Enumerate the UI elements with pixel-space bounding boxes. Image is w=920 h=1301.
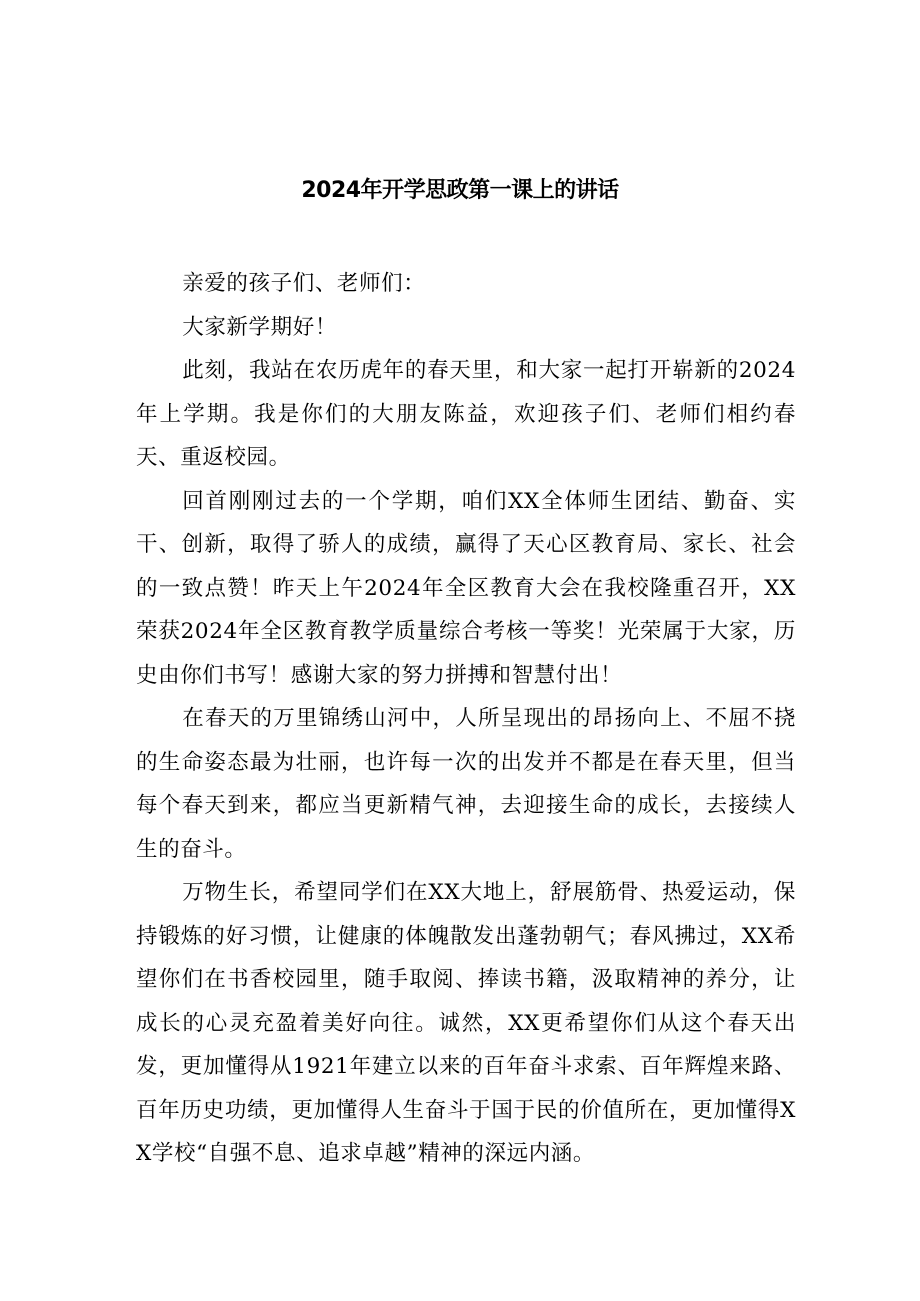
document-title: 2024年开学思政第一课上的讲话 — [301, 178, 619, 203]
paragraph-hopes: 万物生长，希望同学们在XX大地上，舒展筋骨、热爱运动，保持锻炼的好习惯，让健康的体魄散发出蓬勃朝气；春风拂过，XX希望你们在书香校园里，随手取阅、捧读书籍，汲取精神的养分，让成长的心灵充盈着美好向往。诚然，XX更希望你们从这个春天出发，更加懂得从1921年建立以来的百年奋斗求索、百年辉煌来路、百年历史功绩，更加懂得人生奋斗于国于民的价值所在，更加懂得XX学校“自强不息、追求卓越”精神的深远内涵。 — [136, 880, 796, 1166]
paragraph-opening: 此刻，我站在农历虎年的春天里，和大家一起打开崭新的2024年上学期。我是你们的大朋友陈益，欢迎孩子们、老师们相约春天、重返校园。 — [136, 358, 796, 470]
paragraph-greeting: 大家新学期好！ — [182, 314, 337, 340]
document-body — [136, 262, 796, 1176]
paragraph-spring: 在春天的万里锦绣山河中，人所呈现出的昂扬向上、不屈不挠的生命姿态最为壮丽，也许每一次的出发并不都是在春天里，但当每个春天到来，都应当更新精气神，去迎接生命的成长，去接续人生的奋斗。 — [136, 706, 796, 862]
paragraph-review: 回首刚刚过去的一个学期，咱们XX全体师生团结、勤奋、实干、创新，取得了骄人的成绩，赢得了天心区教育局、家长、社会的一致点赞！昨天上午2024年全区教育大会在我校隆重召开，XX荣获2024年全区教育教学质量综合考核一等奖！光荣属于大家，历史由你们书写！感谢大家的努力拼搏和智慧付出！ — [136, 488, 796, 688]
paragraph-salutation: 亲爱的孩子们、老师们： — [182, 271, 426, 296]
